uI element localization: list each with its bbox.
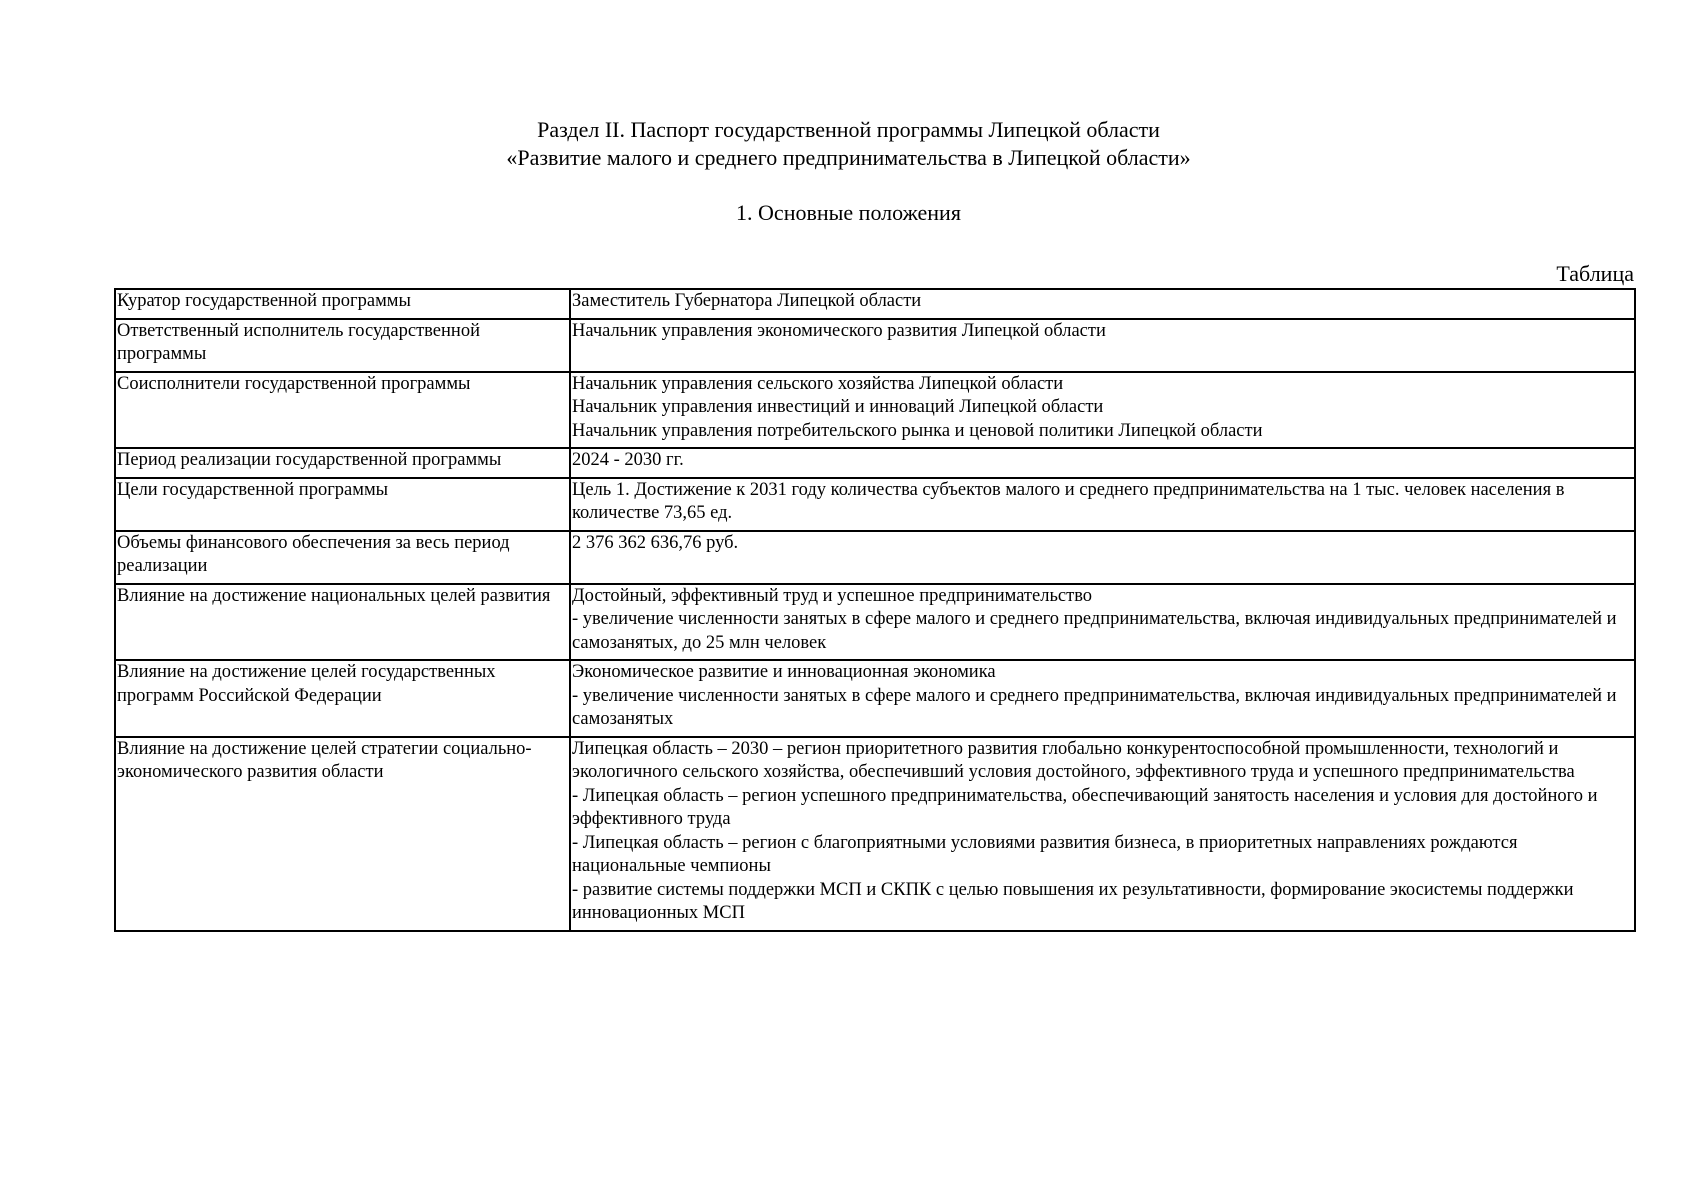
row-value bbox=[570, 531, 1635, 584]
row-label: Соисполнители государственной программы bbox=[115, 372, 570, 449]
table-row bbox=[115, 319, 1635, 372]
row-value-line: 2024 - 2030 гг. bbox=[572, 450, 684, 470]
row-value bbox=[570, 737, 1635, 931]
table-body bbox=[115, 289, 1635, 931]
table-row bbox=[115, 478, 1635, 531]
row-value bbox=[570, 584, 1635, 661]
section-title: 1. Основные положения bbox=[736, 200, 961, 225]
table-row bbox=[115, 448, 1635, 478]
row-value-line: - Липецкая область – регион успешного предпринимательства, обеспечивающий занятость населения и условия для достойного и эффективного труда bbox=[572, 785, 1598, 829]
table-row bbox=[115, 289, 1635, 319]
table-row bbox=[115, 584, 1635, 661]
row-label: Влияние на достижение целей стратегии социально-экономического развития области bbox=[115, 737, 570, 931]
row-value-line: Экономическое развитие и инновационная экономика bbox=[572, 662, 996, 682]
document-title-line-1: Раздел II. Паспорт государственной программы Липецкой области bbox=[537, 117, 1160, 142]
row-value-line: Цель 1. Достижение к 2031 году количества субъектов малого и среднего предпринимательства на 1 тыс. человек населения в количестве 73,65 ед. bbox=[572, 479, 1565, 523]
row-value bbox=[570, 319, 1635, 372]
program-passport-table bbox=[114, 288, 1636, 932]
row-label: Куратор государственной программы bbox=[115, 289, 570, 319]
row-value bbox=[570, 660, 1635, 737]
row-value-line: 2 376 362 636,76 руб. bbox=[572, 532, 739, 553]
row-label: Объемы финансового обеспечения за весь период реализации bbox=[115, 531, 570, 584]
row-value bbox=[570, 372, 1635, 449]
row-value-line: - увеличение численности занятых в сфере малого и среднего предпринимательства, включая индивидуальных предпринимателей и самозанятых bbox=[572, 685, 1617, 729]
row-value-line: - увеличение численности занятых в сфере малого и среднего предпринимательства, включая индивидуальных предпринимателей и самозанятых, до 25 млн человек bbox=[572, 609, 1617, 653]
row-value-line: Начальник управления инвестиций и инноваций Липецкой области bbox=[572, 397, 1104, 417]
row-value-line: Заместитель Губернатора Липецкой области bbox=[572, 291, 922, 311]
table-row bbox=[115, 531, 1635, 584]
row-value-line: - развитие системы поддержки МСП и СКПК с целью повышения их результативности, формирование экосистемы поддержки инновационных МСП bbox=[572, 879, 1574, 923]
row-value-line: Достойный, эффективный труд и успешное предпринимательство bbox=[572, 585, 1093, 606]
document-title-line-2: «Развитие малого и среднего предпринимательства в Липецкой области» bbox=[506, 145, 1191, 170]
table-row bbox=[115, 660, 1635, 737]
row-value bbox=[570, 448, 1635, 478]
row-value-line: Начальник управления потребительского рынка и ценовой политики Липецкой области bbox=[572, 420, 1263, 441]
row-label: Влияние на достижение национальных целей развития bbox=[115, 584, 570, 661]
row-value bbox=[570, 478, 1635, 531]
row-label: Ответственный исполнитель государственной программы bbox=[115, 319, 570, 372]
table-row bbox=[115, 372, 1635, 449]
table-row bbox=[115, 737, 1635, 931]
row-value-line: Начальник управления экономического развития Липецкой области bbox=[572, 320, 1106, 341]
row-value-line: Начальник управления сельского хозяйства Липецкой области bbox=[572, 373, 1064, 394]
row-label: Влияние на достижение целей государственных программ Российской Федерации bbox=[115, 660, 570, 737]
row-value-line: - Липецкая область – регион с благоприятными условиями развития бизнеса, в приоритетных направлениях рождаются национальные чемпионы bbox=[572, 832, 1518, 876]
table-caption: Таблица bbox=[1556, 261, 1634, 286]
row-value-line: Липецкая область – 2030 – регион приоритетного развития глобально конкурентоспособной промышленности, технологий и экологичного сельского хозяйства, обеспечивший условия достойного, эффективного труда и успешного предпринимательства bbox=[572, 738, 1575, 782]
row-value bbox=[570, 289, 1635, 319]
row-label: Цели государственной программы bbox=[115, 478, 570, 531]
row-label: Период реализации государственной программы bbox=[115, 448, 570, 478]
